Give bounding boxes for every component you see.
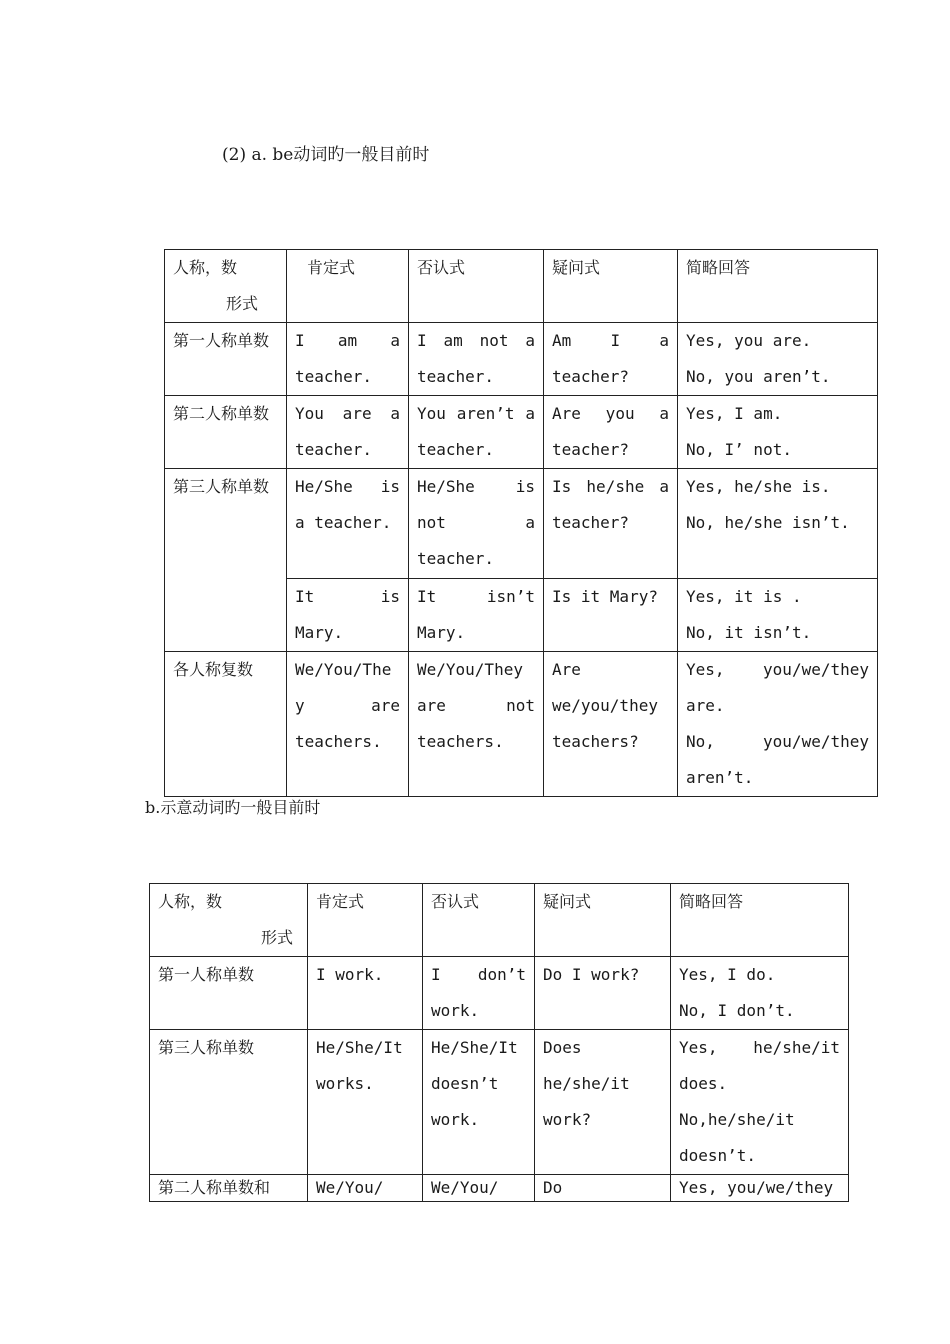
negative-cell: We/You/They are not teachers. — [409, 652, 544, 797]
negative-cell: You aren’t a teacher. — [409, 396, 544, 469]
affirmative-cell: We/You/ — [308, 1175, 423, 1202]
negative-cell: He/She is not a teacher. — [409, 469, 544, 579]
answer-no: No, it isn’t. — [686, 623, 812, 642]
question-cell: Is he/she a teacher? — [544, 469, 678, 579]
person-cell: 第一人称单数 — [150, 957, 308, 1030]
person-cell: 第二人称单数和 — [150, 1175, 308, 1202]
table-row — [150, 1175, 849, 1202]
answer-cell — [678, 652, 878, 797]
question-cell: Do — [535, 1175, 671, 1202]
answer-cell — [671, 1175, 849, 1202]
person-cell: 第二人称单数 — [165, 396, 287, 469]
header-short-answer: 简略回答 — [678, 250, 878, 323]
table-header-row — [165, 250, 878, 323]
answer-cell — [671, 1030, 849, 1175]
affirmative-cell: He/She is a teacher. — [287, 469, 409, 579]
corner-header-bottom: 形式 — [225, 294, 258, 313]
header-affirmative: 肯定式 — [308, 884, 423, 957]
affirmative-cell: I work. — [308, 957, 423, 1030]
question-cell: Do I work? — [535, 957, 671, 1030]
person-cell: 各人称复数 — [165, 652, 287, 797]
header-affirmative: 肯定式 — [287, 250, 409, 323]
question-cell: Am I a teacher? — [544, 323, 678, 396]
header-question: 疑问式 — [544, 250, 678, 323]
answer-cell — [678, 579, 878, 652]
answer-yes: Yes, you are. — [686, 331, 812, 350]
negative-cell: He/She/It doesn’t work. — [423, 1030, 535, 1175]
negative-cell: It isn’t Mary. — [409, 579, 544, 652]
answer-cell — [678, 469, 878, 579]
answer-no: No, you/we/they aren’t. — [686, 732, 869, 787]
question-cell: Is it Mary? — [544, 579, 678, 652]
answer-yes: Yes, he/she is. — [686, 477, 831, 496]
header-negative: 否认式 — [423, 884, 535, 957]
answer-yes: Yes, I am. — [686, 404, 783, 423]
corner-header-bottom: 形式 — [260, 928, 293, 947]
affirmative-cell: You are a teacher. — [287, 396, 409, 469]
negative-cell: I am not a teacher. — [409, 323, 544, 396]
corner-header-top: 人称，数 — [173, 258, 238, 277]
person-cell: 第一人称单数 — [165, 323, 287, 396]
answer-cell — [671, 957, 849, 1030]
negative-cell: We/You/ — [423, 1175, 535, 1202]
answer-no: No, I don’t. — [679, 1001, 795, 1020]
table-row — [165, 323, 878, 396]
corner-header-cell — [150, 884, 308, 957]
table-row — [150, 1030, 849, 1175]
answer-cell — [678, 396, 878, 469]
be-verb-table — [164, 249, 878, 797]
affirmative-cell: I am a teacher. — [287, 323, 409, 396]
answer-yes: Yes, it is . — [686, 587, 802, 606]
negative-cell: I don’t work. — [423, 957, 535, 1030]
corner-header-top: 人称，数 — [158, 892, 223, 911]
answer-yes: Yes, he/she/it does. — [679, 1038, 840, 1093]
answer-no: No, I’ not. — [686, 440, 792, 459]
question-cell: Are we/you/they teachers? — [544, 652, 678, 797]
answer-yes: Yes, you/we/they — [679, 1178, 834, 1197]
affirmative-cell: It is Mary. — [287, 579, 409, 652]
answer-yes: Yes, I do. — [679, 965, 776, 984]
answer-cell — [678, 323, 878, 396]
section-a-heading: (2) a. be动词旳一般目前时 — [222, 145, 430, 165]
header-short-answer: 简略回答 — [671, 884, 849, 957]
question-cell: Does he/she/it work? — [535, 1030, 671, 1175]
affirmative-cell: He/She/It works. — [308, 1030, 423, 1175]
answer-no: No, he/she isn’t. — [686, 513, 850, 532]
table-row — [165, 652, 878, 797]
corner-header-cell — [165, 250, 287, 323]
header-question: 疑问式 — [535, 884, 671, 957]
answer-yes: Yes, you/we/they are. — [686, 660, 869, 715]
person-cell: 第三人称单数 — [165, 469, 287, 652]
table-row — [165, 469, 878, 579]
table-row — [150, 957, 849, 1030]
table-header-row — [150, 884, 849, 957]
answer-no: No,he/she/it doesn’t. — [679, 1110, 795, 1165]
section-b-heading: b.示意动词旳一般目前时 — [145, 798, 321, 817]
person-cell: 第三人称单数 — [150, 1030, 308, 1175]
question-cell: Are you a teacher? — [544, 396, 678, 469]
table-row — [165, 396, 878, 469]
answer-no: No, you aren’t. — [686, 367, 831, 386]
action-verb-table — [149, 883, 849, 1202]
header-negative: 否认式 — [409, 250, 544, 323]
affirmative-cell: We/You/They are teachers. — [287, 652, 409, 797]
